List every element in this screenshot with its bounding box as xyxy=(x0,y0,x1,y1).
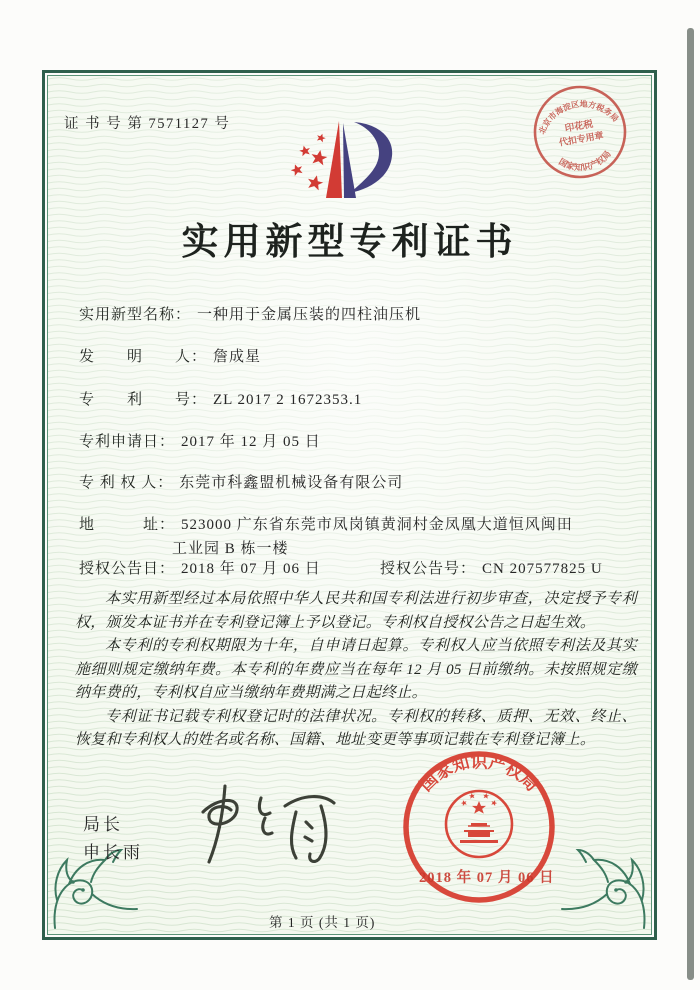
field-patentee xyxy=(79,471,403,492)
tax-stamp-icon xyxy=(528,80,632,184)
field-value: 2018 年 07 月 06 日 xyxy=(181,561,321,577)
field-value: 523000 广东省东莞市凤岗镇黄洞村金凤凰大道恒风闽田 xyxy=(181,517,573,533)
seal-agency-text: 国家知识产权局 xyxy=(416,752,542,795)
field-label: 授权公告号： xyxy=(380,561,477,577)
field-grant-row xyxy=(79,557,603,578)
director-title: 局长 xyxy=(83,815,123,834)
field-value: CN 207577825 U xyxy=(482,561,603,577)
seal-date: 2018 年 07 月 06 日 xyxy=(419,870,555,886)
field-label: 专 利 权 人： xyxy=(79,475,174,491)
field-filing-date xyxy=(79,430,321,451)
tax-stamp-bottom-text: 国家知识产权局 xyxy=(557,148,613,173)
field-address xyxy=(79,513,573,534)
director-name: 申长雨 xyxy=(83,843,143,862)
field-grant-number xyxy=(380,557,603,578)
field-label: 发 明 人： xyxy=(79,349,208,365)
tax-stamp-line2: 代扣专用章 xyxy=(558,130,605,148)
field-utility-model-name xyxy=(79,303,421,324)
tax-stamp-top-text: 北京市海淀区地方税务局 xyxy=(537,99,621,136)
field-patent-number xyxy=(79,388,362,409)
signature-icon xyxy=(185,780,345,870)
field-label: 授权公告日： xyxy=(79,561,176,577)
field-label: 专 利 号： xyxy=(79,392,208,408)
field-inventor xyxy=(79,345,261,366)
legal-text xyxy=(75,588,637,753)
legal-paragraph-1: 本实用新型经过本局依照中华人民共和国专利法进行初步审查，决定授予专利权，颁发本证书并在专利登记簿上予以登记。专利权自授权公告之日起生效。 xyxy=(75,591,637,631)
field-address-line2: 工业园 B 栋一楼 xyxy=(172,541,289,557)
svg-text:国家知识产权局 xyxy=(556,147,615,176)
page-title: 实用新型专利证书 xyxy=(181,222,518,263)
field-label: 地 址： xyxy=(79,517,176,533)
svg-text:国家知识产权局 xyxy=(416,752,541,795)
tax-stamp-line1: 印花税 xyxy=(564,119,595,135)
field-value: 詹成星 xyxy=(213,349,262,365)
field-label: 实用新型名称： xyxy=(79,307,192,323)
national-emblem-icon xyxy=(446,791,512,857)
field-value: 东莞市科鑫盟机械设备有限公司 xyxy=(179,475,404,491)
page-edge-shadow xyxy=(687,28,694,980)
page-footer: 第 1 页 (共 1 页) xyxy=(269,915,376,930)
cnipa-logo-icon xyxy=(280,100,420,208)
legal-paragraph-3: 专利证书记载专利权登记时的法律状况。专利权的转移、质押、无效、终止、恢复和专利权人的姓名或名称、国籍、地址变更等事项记载在专利登记簿上。 xyxy=(75,708,637,748)
field-value: ZL 2017 2 1672353.1 xyxy=(213,392,363,408)
field-value: 2017 年 12 月 05 日 xyxy=(181,434,321,450)
field-label: 专利申请日： xyxy=(79,434,176,450)
certificate-number: 证 书 号 第 7571127 号 xyxy=(64,116,231,132)
field-value: 一种用于金属压装的四柱油压机 xyxy=(197,307,422,323)
flourish-ornament-right-icon xyxy=(555,838,650,933)
legal-paragraph-2: 本专利的专利权期限为十年，自申请日起算。专利权人应当依照专利法及其实施细则规定缴纳年费。本专利的年费应当在每年 12 月 05 日前缴纳。未按照规定缴纳年费的，专利权自应当缴纳年费期满之日起终止。 xyxy=(75,638,637,701)
